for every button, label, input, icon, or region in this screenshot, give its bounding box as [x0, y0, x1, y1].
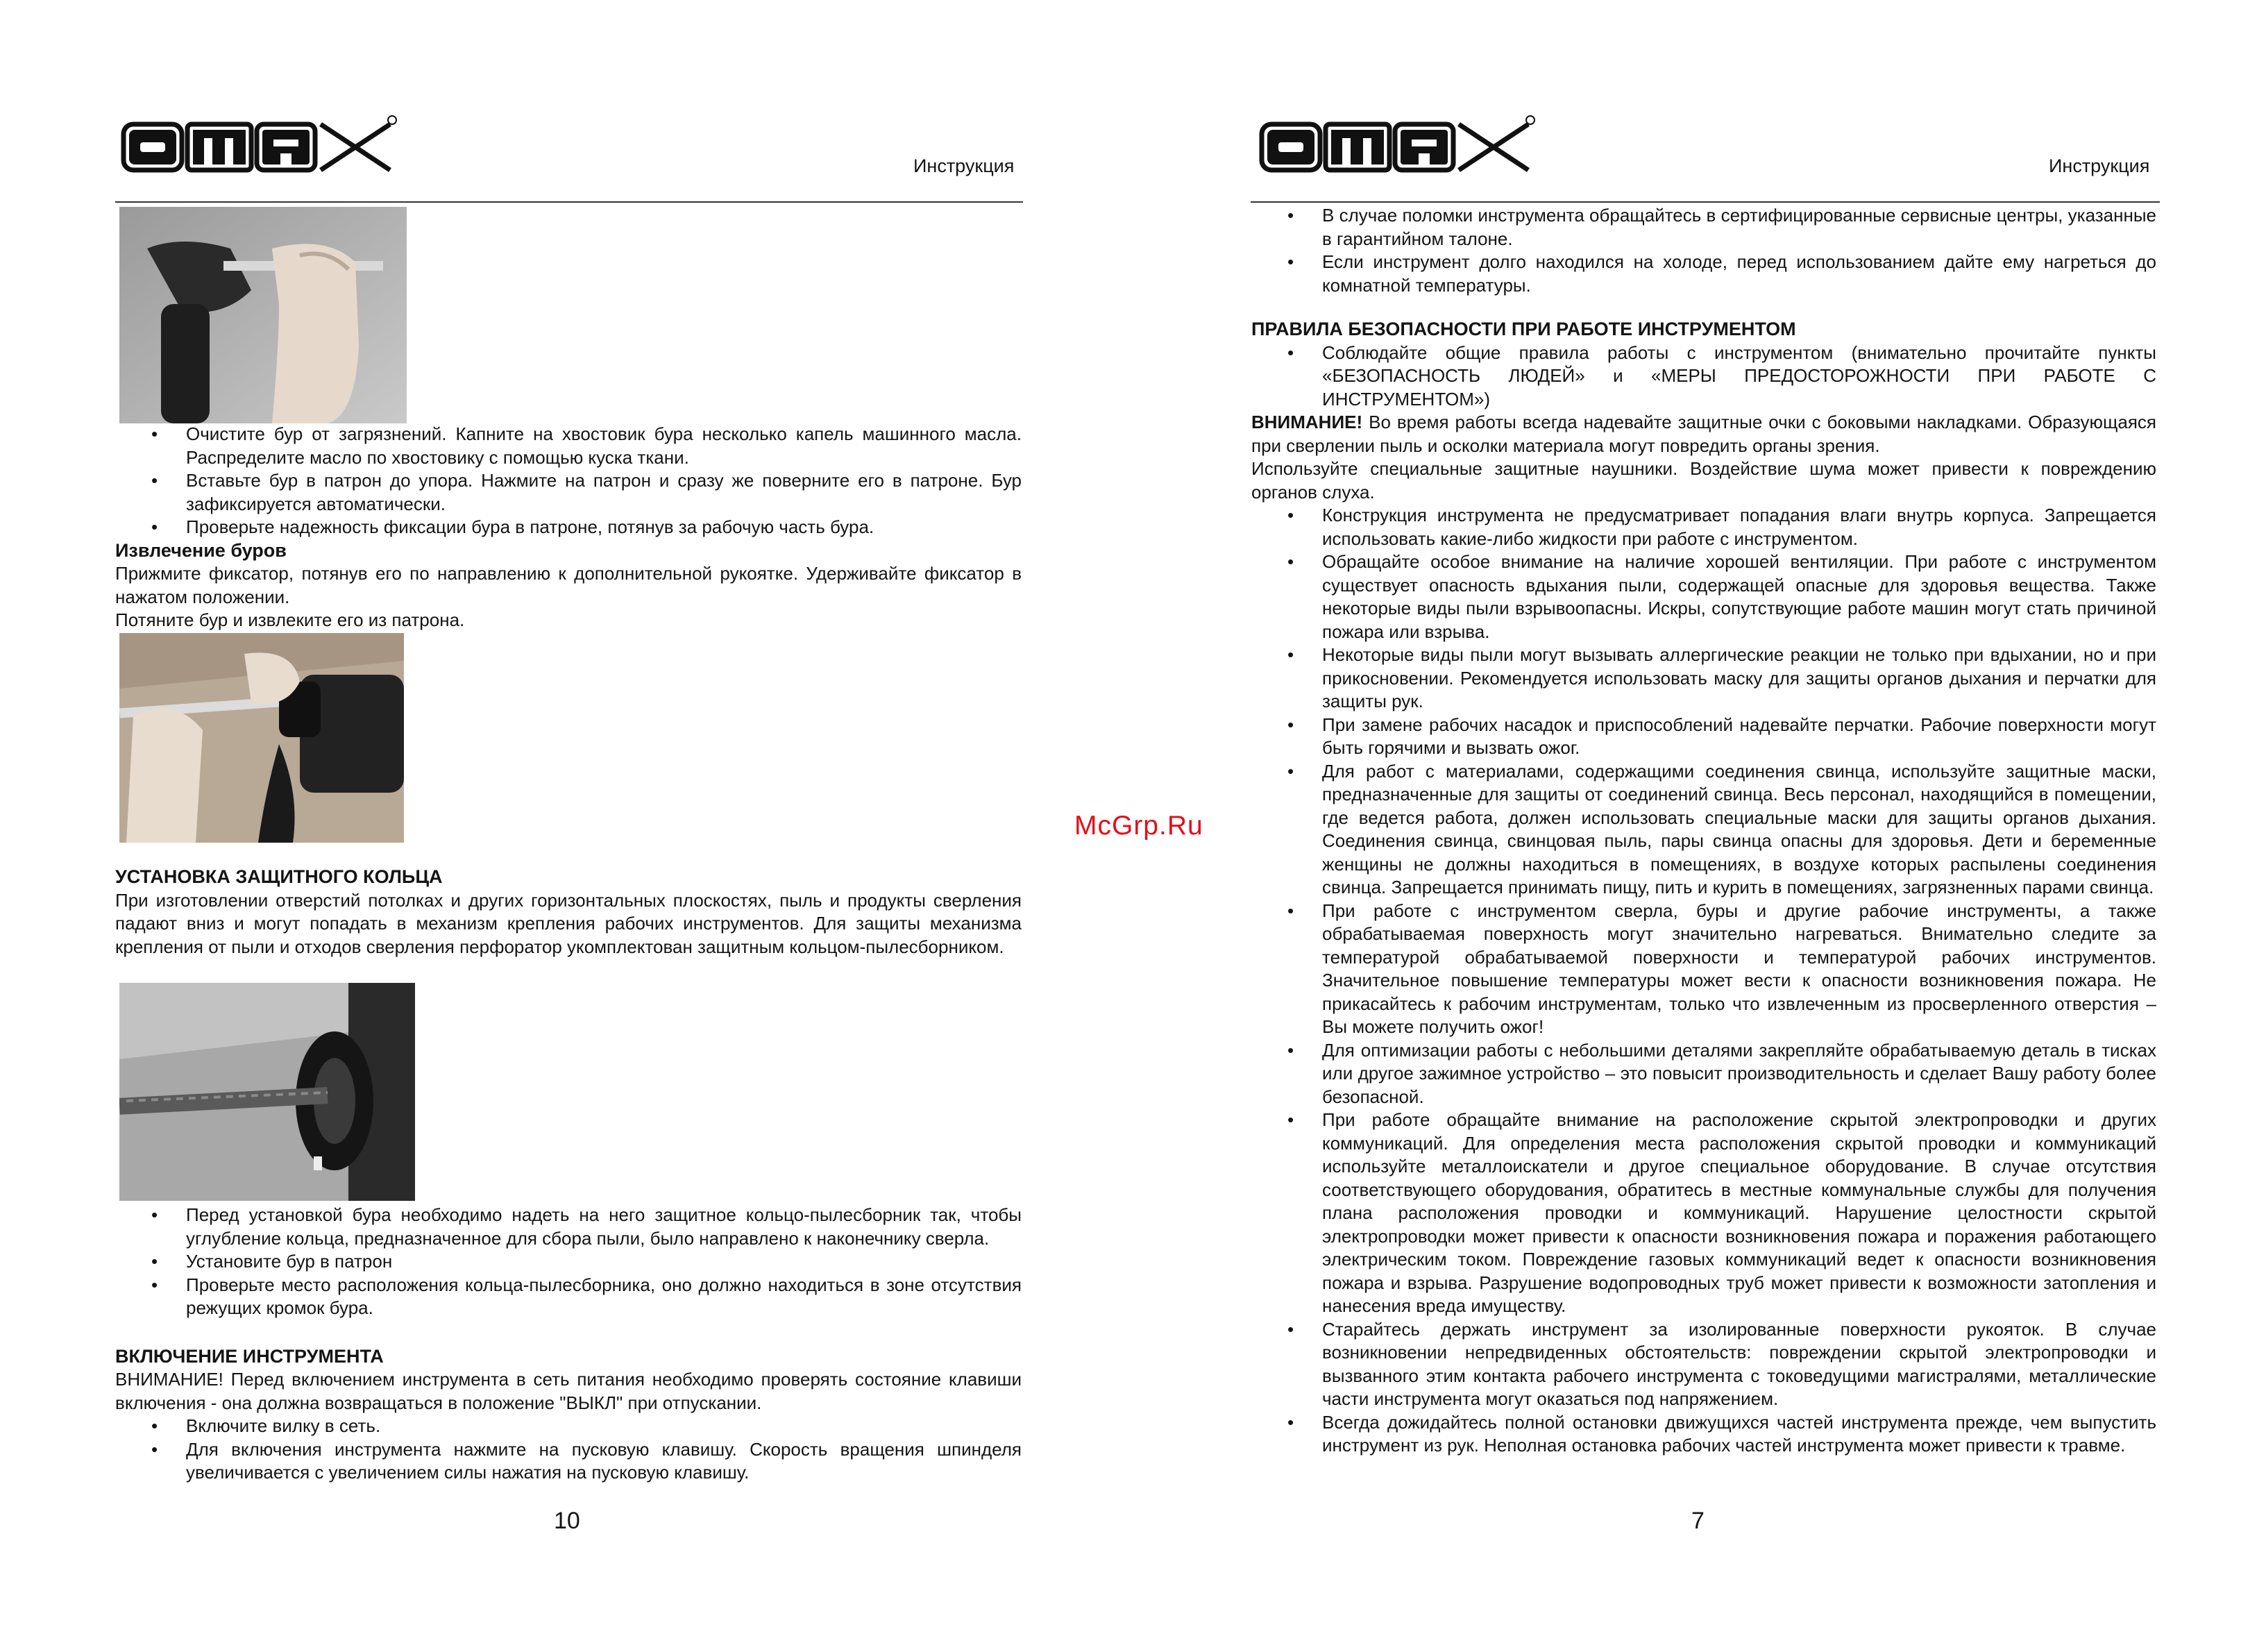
ring-heading: УСТАНОВКА ЗАЩИТНОГО КОЛЬЦА [115, 866, 443, 887]
list-item: • Очистите бур от загрязнений. Капните на хвостовик бура несколько капель машинного масла. Распределите масло по хвостовику с помощью куска ткани. [186, 423, 1022, 469]
removal-heading: Извлечение буров [115, 539, 287, 561]
list-item: • Если инструмент долго находился на холоде, перед использованием дайте ему нагреться до комнатной температуры. [1322, 251, 2156, 297]
list-item: • При работе с инструментом сверла, буры и другие рабочие инструменты, а также обрабатываемая поверхность могут значительно нагреваться. Внимательно следите за температурой обрабатываемой поверхности и температурой рабочих инструментов. Значительное повышение температуры может вести к опасности возникновения пожара. Не прикасайтесь к рабочим инструментам, только что извлеченным из просверленного отверстия – Вы можете получить ожог! [1322, 900, 2156, 1039]
header-title: Инструкция [2049, 155, 2150, 176]
list-item: • Некоторые виды пыли могут вызывать аллергические реакции не только при вдыхании, но и при прикосновении. Рекомендуется использовать маску для защиты органов дыхания и перчатки для защиты рук. [1322, 643, 2156, 714]
header-divider [115, 201, 1023, 203]
attention-paragraph [1251, 411, 2156, 457]
omax-logo [1258, 115, 1535, 180]
omax-logo [119, 115, 397, 180]
list-item: • Соблюдайте общие правила работы с инструментом (внимательно прочитайте пункты «БЕЗОПАСНОСТЬ ЛЮДЕЙ» и «МЕРЫ ПРЕДОСТОРОЖНОСТИ ПРИ РАБОТЕ С ИНСТРУМЕНТОМ») [1322, 342, 2156, 412]
left-text-block-2 [115, 866, 1022, 959]
list-item: • Обращайте особое внимание на наличие хорошей вентиляции. При работе с инструментом существует опасность вдыхания пыли, содержащей опасные для здоровья вещества. Также некоторые виды пыли взрывоопасны. Искры, сопутствующие работе машин могут стать причиной пожара или взрыва. [1322, 550, 2156, 643]
attention-label: ВНИМАНИЕ! [1251, 412, 1363, 432]
list-item: • При замене рабочих насадок и приспособлений надевайте перчатки. Рабочие поверхности могут быть горячими и вызвать ожог. [1322, 714, 2156, 760]
list-item: • Проверьте место расположения кольца-пылесборника, оно должно находиться в зоне отсутствия режущих кромок бура. [186, 1274, 1022, 1320]
switch-text: ВНИМАНИЕ! Перед включением инструмента в сеть питания необходимо проверять состояние клавиши включения - она должна возвращаться в положение "ВЫКЛ" при отпускании. [115, 1369, 1022, 1413]
left-text-block-3 [115, 1204, 1022, 1485]
left-text-block-1 [115, 423, 1022, 632]
list-item: • При работе обращайте внимание на расположение скрытой электропроводки и других коммуникаций. Для определения места расположения скрытой проводки и коммуникаций используйте металлоискатели и другое специальное оборудование. В случае отсутствия соответствующего оборудования, обратитесь в местные коммунальные службы для получения плана расположения проводки и коммуникаций. Нарушение целостности скрытой электропроводки может привести к опасности возникновения пожара и поражения работающего электрическим током. Повреждение газовых коммуникаций ведет к опасности возникновения пожара и взрыва. Разрушение водопроводных труб может привести к возможности затопления и нанесения вреда имуществу. [1322, 1109, 2156, 1318]
removal-text: Прижмите фиксатор, потянув его по направлению к дополнительной рукоятке. Удерживайте фиксатор в нажатом положении. [115, 563, 1022, 607]
drill-bit-insert-photo [119, 207, 407, 423]
safety-general [1251, 342, 2156, 412]
dust-ring-photo [119, 983, 415, 1201]
list-item: • Включите вилку в сеть. [186, 1415, 1022, 1438]
page-number: 10 [554, 1508, 580, 1534]
list-item: • Для работ с материалами, содержащими соединения свинца, используйте защитные маски, предназначенные для защиты от соединений свинца. Весь персонал, находящийся в помещении, где ведется работа, должен использовать специальные маски для защиты органов дыхания. Соединения свинца, свинцовая пыль, пары свинца опасны для здоровья. Дети и беременные женщины не должны находиться в помещениях, в воздухе которых распылены соединения свинца. Запрещается принимать пищу, пить и курить в помещениях, загрязненных парами свинца. [1322, 760, 2156, 900]
removal-text: Потяните бур и извлеките его из патрона. [115, 609, 465, 630]
watermark-link[interactable]: McGrp.Ru [1074, 811, 1203, 841]
safety-heading: ПРАВИЛА БЕЗОПАСНОСТИ ПРИ РАБОТЕ ИНСТРУМЕНТОМ [1251, 319, 1796, 339]
drill-bit-remove-photo [119, 633, 404, 843]
list-item: • Всегда дожидайтесь полной остановки движущихся частей инструмента прежде, чем выпустить инструмент из рук. Неполная остановка рабочих частей инструмента может привести к травме. [1322, 1411, 2156, 1458]
right-text-block [1251, 204, 2156, 1458]
header-divider [1251, 201, 2160, 203]
right-page [1133, 0, 2266, 1652]
list-item: • Перед установкой бура необходимо надеть на него защитное кольцо-пылесборник так, чтобы углубление кольца, предназначенное для сбора пыли, было направлено к наконечнику сверла. [186, 1204, 1022, 1250]
list-item: • Установите бур в патрон [186, 1250, 1022, 1274]
attention-text: Во время работы всегда надевайте защитные очки с боковыми накладками. Образующаяся при сверлении пыль и осколки материала могут повредить органы зрения. [1251, 412, 2157, 456]
page-number: 7 [1691, 1508, 1705, 1534]
list-item: • В случае поломки инструмента обращайтесь в сертифицированные сервисные центры, указанные в гарантийном талоне. [1322, 204, 2156, 251]
header-title: Инструкция [913, 155, 1015, 176]
switch-steps [115, 1415, 1022, 1485]
insert-bit-steps [115, 423, 1022, 539]
service-notes [1251, 204, 2156, 297]
safety-rules [1251, 504, 2156, 1458]
list-item: • Старайтесь держать инструмент за изолированные поверхности рукояток. В случае возникновении непредвиденных обстоятельств: повреждении скрытой электропроводки и вызванного этим контакта рабочего инструмента с токоведущими магистралями, металлические части инструмента могут оказаться под напряжением. [1322, 1318, 2156, 1411]
ring-text: При изготовлении отверстий потолках и других горизонтальных плоскостях, пыль и продукты сверления падают вниз и могут попадать в механизм крепления рабочих инструментов. Для защиты механизма крепления от пыли и отходов сверления перфоратор укомплектован защитным кольцом-пылесборником. [115, 889, 1022, 957]
list-item: • Вставьте бур в патрон до упора. Нажмите на патрон и сразу же поверните его в патроне. Бур зафиксируется автоматически. [186, 469, 1022, 516]
list-item: • Для включения инструмента нажмите на пусковую клавишу. Скорость вращения шпинделя увеличивается с увеличением силы нажатия на пусковую клавишу. [186, 1438, 1022, 1485]
ring-steps [115, 1204, 1022, 1320]
list-item: • Для оптимизации работы с небольшими деталями закрепляйте обрабатываемую деталь в тисках или другое зажимное устройство – это повысит производительность и сделает Вашу работу более безопасной. [1322, 1039, 2156, 1109]
switch-heading: ВКЛЮЧЕНИЕ ИНСТРУМЕНТА [115, 1345, 384, 1367]
list-item: • Конструкция инструмента не предусматривает попадания влаги внутрь корпуса. Запрещается использовать какие-либо жидкости при работе с инструментом. [1322, 504, 2156, 550]
list-item: • Проверьте надежность фиксации бура в патроне, потянув за рабочую часть бура. [186, 516, 1022, 539]
ear-protection-text: Используйте специальные защитные наушники. Воздействие шума может привести к повреждению органов слуха. [1251, 458, 2156, 503]
